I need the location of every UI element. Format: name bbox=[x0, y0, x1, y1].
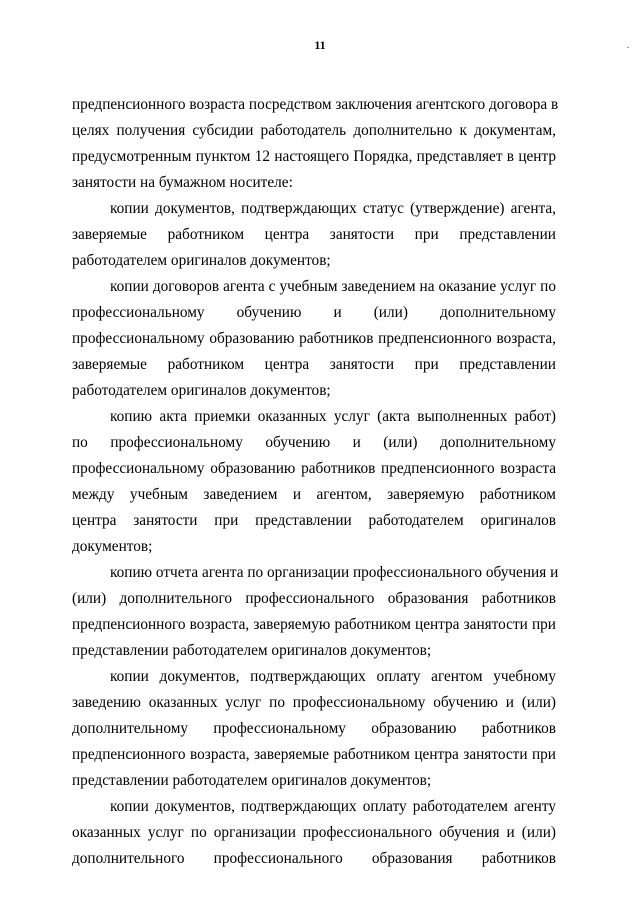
text-line: дополнительному профессиональному образованию работников bbox=[72, 720, 556, 737]
text-line: копии документов, подтверждающих оплату агентом учебному bbox=[110, 668, 556, 685]
text-line: профессиональному обучению и (или) дополнительному bbox=[72, 304, 556, 321]
text-line: между учебным заведением и агентом, заверяемую работником bbox=[72, 486, 556, 503]
text-line: копии документов, подтверждающих статус (утверждение) агента, bbox=[110, 200, 556, 217]
text-line: работодателем оригиналов документов; bbox=[72, 382, 331, 399]
text-line: копии договоров агента с учебным заведением на оказание услуг по bbox=[110, 278, 556, 295]
text-line: (или) дополнительного профессионального образования работников bbox=[72, 590, 556, 607]
text-line: копии документов, подтверждающих оплату работодателем агенту bbox=[110, 798, 556, 815]
text-line: оказанных услуг по организации профессионального обучения и (или) bbox=[72, 824, 556, 841]
text-line: заверяемые работником центра занятости при представлении bbox=[72, 356, 556, 373]
text-line: целях получения субсидии работодатель дополнительно к документам, bbox=[72, 122, 556, 139]
text-line: заверяемые работником центра занятости при представлении bbox=[72, 226, 556, 243]
text-line: копию отчета агента по организации профессионального обучения и bbox=[110, 564, 559, 581]
text-line: представлении работодателем оригиналов документов; bbox=[72, 772, 432, 789]
text-line: предусмотренным пунктом 12 настоящего Порядка, представляет в центр bbox=[72, 148, 556, 165]
text-line: профессиональному образованию работников предпенсионного возраста bbox=[72, 460, 556, 477]
text-line: центра занятости при представлении работодателем оригиналов bbox=[72, 512, 556, 529]
text-line: по профессиональному обучению и (или) дополнительному bbox=[72, 434, 556, 451]
text-line: представлении работодателем оригиналов документов; bbox=[72, 642, 432, 659]
text-line: копию акта приемки оказанных услуг (акта выполненных работ) bbox=[110, 408, 556, 425]
text-line: предпенсионного возраста посредством заключения агентского договора в bbox=[72, 96, 559, 113]
corner-mark: · bbox=[626, 40, 630, 54]
text-line: работодателем оригиналов документов; bbox=[72, 252, 331, 269]
page-number: 11 bbox=[314, 38, 326, 52]
text-line: занятости на бумажном носителе: bbox=[72, 174, 293, 191]
document-body bbox=[72, 92, 559, 872]
text-line: профессиональному образованию работников предпенсионного возраста, bbox=[72, 330, 556, 347]
text-line: дополнительного профессионального образования работников bbox=[72, 850, 556, 867]
text-line: предпенсионного возраста, заверяемую работником центра занятости при bbox=[72, 616, 556, 633]
text-line: предпенсионного возраста, заверяемые работником центра занятости при bbox=[72, 746, 556, 763]
text-line: заведению оказанных услуг по профессиональному обучению и (или) bbox=[72, 694, 556, 711]
text-line: документов; bbox=[72, 538, 153, 555]
